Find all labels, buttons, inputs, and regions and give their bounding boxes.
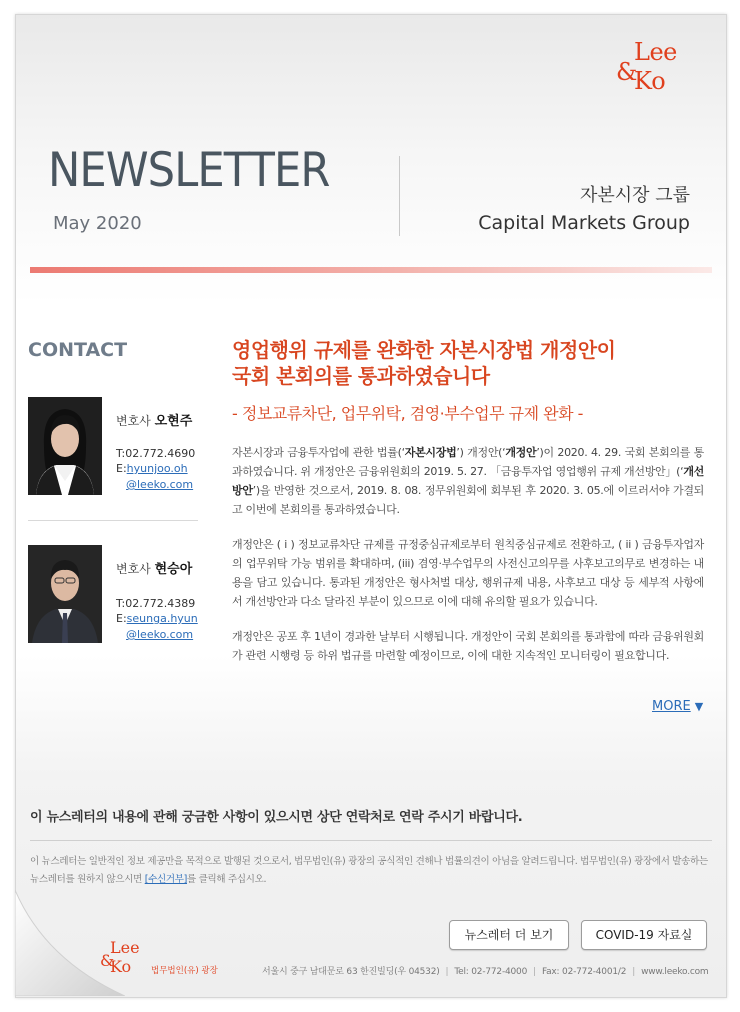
logo-lee: Lee — [634, 38, 677, 66]
article-paragraph-1 — [232, 443, 704, 519]
email-prefix: E: — [116, 612, 127, 625]
covid-resources-button[interactable]: COVID-19 자료실 — [581, 920, 707, 950]
triangle-down-icon: ▼ — [694, 700, 704, 713]
footer-address-line — [262, 964, 709, 977]
contact-name: 오현주 — [154, 414, 193, 429]
website-link[interactable]: www.leeko.com — [641, 967, 709, 977]
disclaimer-text — [30, 853, 712, 889]
bold-term: 자본시장법 — [404, 446, 457, 459]
contact-title: 변호사 — [116, 562, 151, 576]
address: 서울시 중구 남대문로 63 한진빌딩(우 04532) — [262, 967, 440, 977]
group-name-en: Capital Markets Group — [478, 212, 690, 234]
contact-name-1 — [116, 410, 192, 429]
firm-name: 법무법인(유) 광장 — [151, 966, 218, 976]
email-link-domain[interactable]: @leeko.com — [126, 478, 194, 491]
email-link[interactable]: hyunjoo.oh — [126, 462, 188, 475]
contact-notice: 이 뉴스레터의 내용에 관해 궁금한 사항이 있으시면 상단 연락처로 연락 주시기 바랍니다. — [30, 810, 523, 825]
logo-ko: Ko — [634, 67, 666, 95]
group-name-ko: 자본시장 그룹 — [579, 185, 690, 206]
contact-photo-2 — [28, 545, 102, 643]
article-subtitle: - 정보교류차단, 업무위탁, 겸영·부수업무 규제 완화 - — [232, 404, 583, 423]
article-headline — [232, 337, 615, 389]
header-divider — [399, 156, 400, 236]
unsubscribe-link[interactable]: [수신거부] — [144, 874, 188, 885]
contact-email-1[interactable] — [116, 461, 193, 493]
header-accent-bar — [30, 267, 712, 273]
contact-tel-2: T:02.772.4389 — [116, 597, 196, 610]
article-paragraph-2: 개정안은 ( i ) 정보교류차단 규제를 규정중심규제로부터 원칙중심규제로 전환하고, ( ii ) 금융투자업자의 업무위탁 가능 범위를 확대하며, (iii) 겸영·부수업무의 사전신고의무를 사후보고의무로 변경하는 내용을 담고 있습니다. 통과된 개정안은 형사처벌 대상, 행위규제 내용, 사후보고 대상 등 세부적 사항에서 개선방안과 다소 달라진 부분이 있으므로 이에 대해 유의할 필요가 있습니다. — [232, 538, 704, 608]
more-label: MORE — [652, 699, 691, 714]
email-prefix: E: — [116, 462, 127, 475]
phone: Tel: 02-772-4000 — [454, 967, 528, 977]
contact-tel-1: T:02.772.4690 — [116, 447, 196, 460]
contact-photo-1 — [28, 397, 102, 495]
email-link-domain[interactable]: @leeko.com — [126, 628, 194, 641]
separator: | — [632, 967, 636, 977]
separator: | — [533, 967, 536, 977]
issue-date: May 2020 — [53, 213, 142, 234]
logo-lee: Lee — [110, 938, 140, 957]
fax: Fax: 02-772-4001/2 — [541, 967, 627, 977]
contact-divider — [28, 520, 198, 521]
lee-ko-logo[interactable] — [614, 38, 694, 96]
contact-email-2[interactable] — [116, 611, 198, 643]
separator: | — [445, 967, 449, 977]
contact-title: 변호사 — [116, 414, 151, 428]
bold-term: 개선방안 — [232, 465, 704, 497]
headline-line-2: 국회 본회의를 통과하였습니다 — [232, 364, 490, 388]
email-link[interactable]: seunga.hyun — [126, 612, 198, 625]
newsletter-title: NEWSLETTER — [48, 143, 330, 198]
logo-amp: & — [616, 58, 638, 86]
bold-term: 개정안 — [505, 446, 537, 459]
text-run: ’)을 반영한 것으로서, 2019. 8. 08. 정무위원회에 회부된 후 2020. 3. 05.에 이르러서야 가결되고 이번에 본회의를 통과하였습니다. — [232, 484, 704, 516]
logo-amp: & — [100, 951, 115, 970]
more-newsletters-button[interactable]: 뉴스레터 더 보기 — [449, 920, 569, 950]
contact-name: 현승아 — [154, 562, 193, 577]
footer-divider — [30, 840, 712, 841]
headline-line-1: 영업행위 규제를 완화한 자본시장법 개정안이 — [232, 338, 616, 362]
more-link[interactable] — [652, 699, 703, 714]
contact-name-2 — [116, 558, 192, 577]
text-run: ’) 개정안(‘ — [456, 446, 506, 459]
logo-ko: Ko — [110, 957, 132, 976]
text-run: ’)이 2020. 4. 29. 국회 본회의를 통과하였습니다. 위 개정안은 금융위원회의 2019. 5. 27. 「금융투자업 영업행위 규제 개선방안」(‘ — [232, 446, 704, 478]
disclaimer-part: 이 뉴스레터는 일반적인 정보 제공만을 목적으로 발행된 것으로서, 법무법인(유) 광장의 공식적인 견해나 법률의견이 아님을 알려드립니다. 법무법인(유) 광장에서 발송하는 뉴스레터를 원하지 않으시면 — [30, 856, 708, 885]
text-run: 자본시장과 금융투자업에 관한 법률(‘ — [232, 446, 405, 459]
contact-heading: CONTACT — [28, 339, 128, 361]
disclaimer-part: 를 클릭해 주십시오. — [187, 874, 267, 885]
article-paragraph-3: 개정안은 공포 후 1년이 경과한 날부터 시행됩니다. 개정안이 국회 본회의를 통과함에 따라 금융위원회가 관련 시행령 등 하위 법규를 마련할 예정이므로, 이에 대한 지속적인 모니터링이 필요합니다. — [232, 630, 704, 662]
